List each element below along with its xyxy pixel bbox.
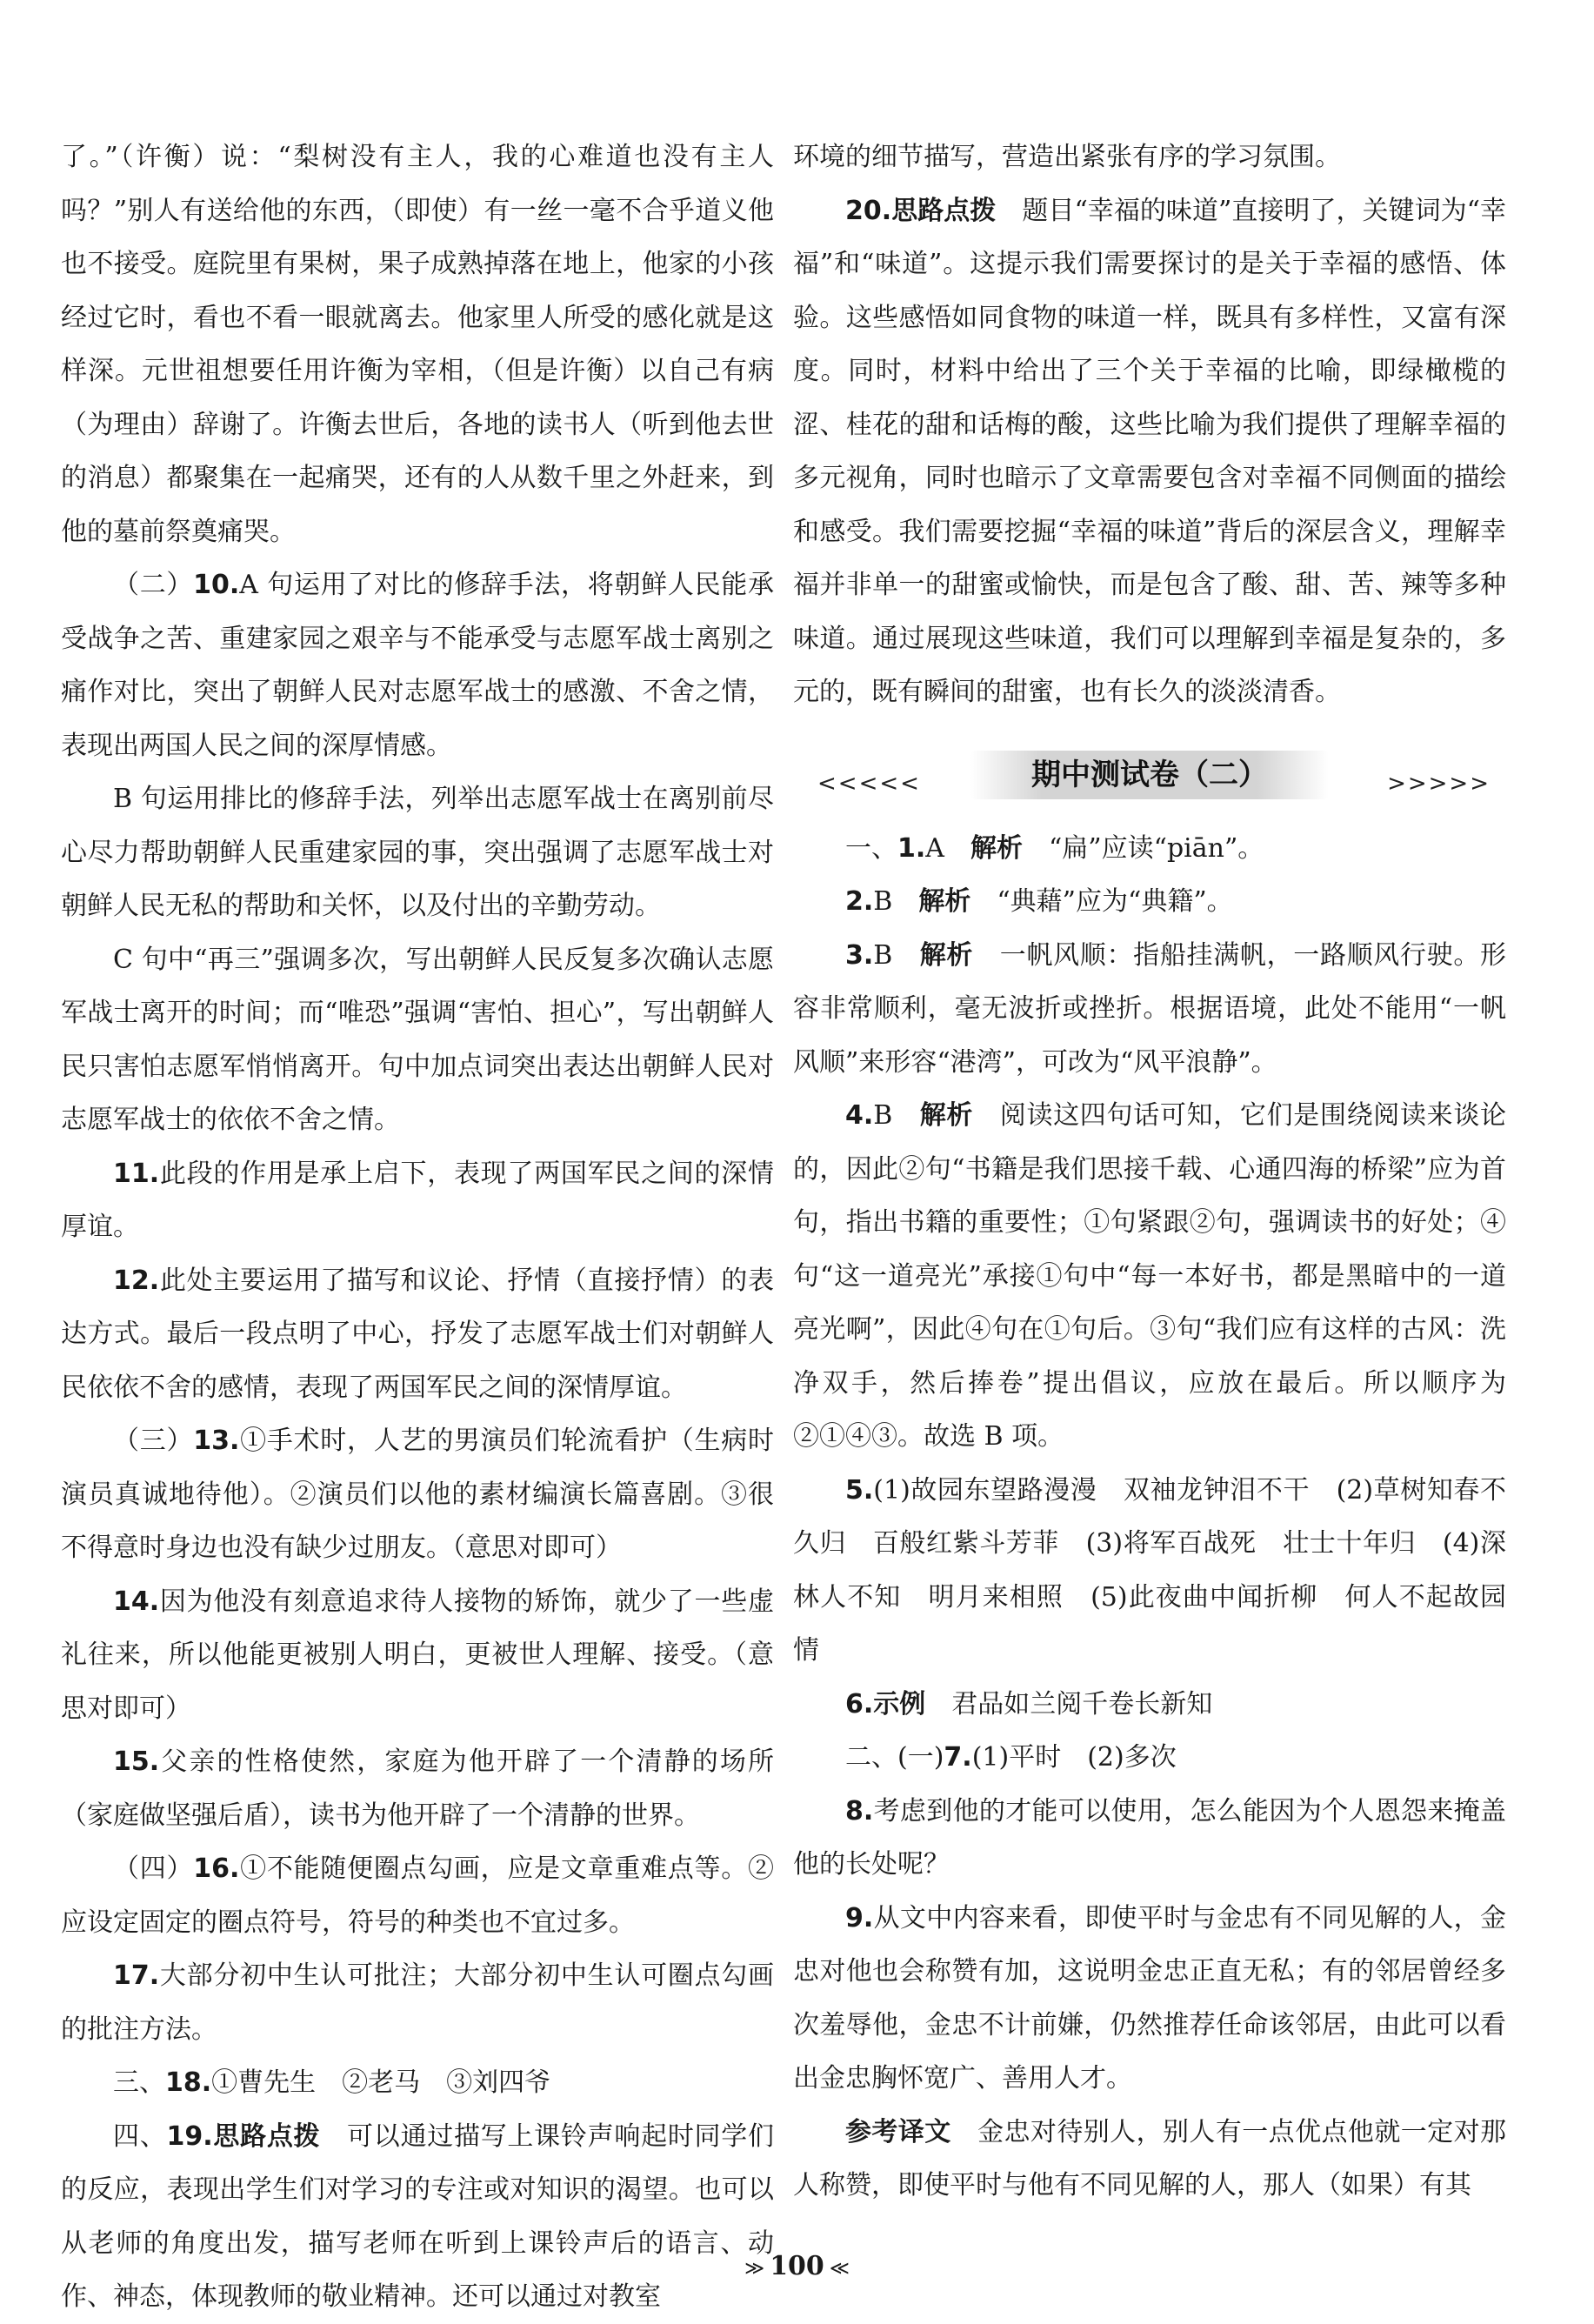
- answer-11: 11.此段的作用是承上启下，表现了两国军民之间的深情厚谊。: [61, 1158, 774, 1242]
- section-title: 期中测试卷（二）: [970, 751, 1329, 799]
- translation-paragraph: 了。”（许衡）说：“梨树没有主人，我的心难道也没有主人吗？”别人有送给他的东西，（即使）有一丝一毫不合乎道义他也不接受。庭院里有果树，果子成熟掉落在地上，他家的小孩经过它时，看也不看一眼就离去。他家里人所受的感化就是这样深。元世祖想要任用许衡为宰相，（但是许衡）以自己有病（为理由）辞谢了。许衡去世后，各地的读书人（听到他去世的消息）都聚集在一起痛哭，还有的人从数千里之外赶来，到他的墓前祭奠痛哭。: [61, 142, 774, 547]
- reference-translation: 参考译文 金忠对待别人，别人有一点优点他就一定对那人称赞，即使平时与他有不同见解的人，那人（如果）有其: [793, 2116, 1507, 2200]
- answer-10-c: C 句中“再三”强调多次，写出朝鲜人民反复多次确认志愿军战士离开的时间；而“唯恐”强调“害怕、担心”，写出朝鲜人民只害怕志愿军悄悄离开。句中加点词突出表达出朝鲜人民对志愿军战士的依依不舍之情。: [61, 944, 774, 1135]
- page-number: 100: [770, 2251, 824, 2281]
- answer-1: 一、1.A 解析 “扁”应读“piān”。: [845, 832, 1264, 864]
- answer-12: 12.此处主要运用了描写和议论、抒情（直接抒情）的表达方式。最后一段点明了中心，抒发了志愿军战士们对朝鲜人民依依不舍的感情，表现了两国军民之间的深情厚谊。: [61, 1265, 774, 1403]
- answer-15: 15.父亲的性格使然，家庭为他开辟了一个清静的场所（家庭做坚强后盾），读书为他开辟了一个清静的世界。: [61, 1746, 774, 1831]
- double-chevron-left-icon: ≪: [829, 2258, 850, 2280]
- answer-2: 2.B 解析 “典藉”应为“典籍”。: [845, 886, 1233, 917]
- answer-10-b: B 句运用排比的修辞手法，列举出志愿军战士在离别前尽心尽力帮助朝鲜人民重建家园的事，突出强调了志愿军战士对朝鲜人民无私的帮助和关怀，以及付出的辛勤劳动。: [61, 784, 774, 921]
- section-heading: [793, 751, 1506, 799]
- answer-18: 三、18.①曹先生 ②老马 ③刘四爷: [113, 2067, 551, 2098]
- answer-4: 4.B 解析 阅读这四句话可知，它们是围绕阅读来谈论的，因此②句“书籍是我们思接千载、心通四海的桥梁”应为首句，指出书籍的重要性；①句紧跟②句，强调读书的好处；④句“这一道亮光”承接①句中“每一本好书，都是黑暗中的一道亮光啊”，因此④句在①句后。③句“我们应有这样的古风：洗净双手，然后捧卷”提出倡议，应放在最后。所以顺序为②①④③。故选 B 项。: [793, 1100, 1507, 1452]
- answer-5: 5.(1)故园东望路漫漫 双袖龙钟泪不干 (2)草树知春不久归 百般红紫斗芳菲 (3)将军百战死 壮士十年归 (4)深林人不知 明月来相照 (5)此夜曲中闻折柳 何人不起故园情: [793, 1474, 1506, 1666]
- answer-19: 四、19.思路点拨 可以通过描写上课铃声响起时同学们的反应，表现出学生们对学习的专注或对知识的渴望。也可以从老师的角度出发，描写老师在听到上课铃声后的语言、动作、神态，体现教师的敬业精神。还可以通过对教室: [61, 2120, 775, 2312]
- page-footer: [0, 2251, 1594, 2281]
- right-column: [793, 130, 1506, 2213]
- answer-10: （二）10.A 句运用了对比的修辞手法，将朝鲜人民能承受战争之苦、重建家园之艰辛与不能承受与志愿军战士离别之痛作对比，突出了朝鲜人民对志愿军战士的感激、不舍之情，表现出两国人民之间的深厚情感。: [61, 570, 775, 761]
- left-arrows-decoration: <<<<<: [817, 770, 921, 797]
- answer-7: 二、(一)7.(1)平时 (2)多次: [845, 1742, 1177, 1773]
- answer-17: 17.大部分初中生认可批注；大部分初中生认可圈点勾画的批注方法。: [61, 1960, 774, 2045]
- double-chevron-right-icon: ≫: [744, 2258, 765, 2280]
- answer-19-continued: 环境的细节描写，营造出紧张有序的学习氛围。: [793, 142, 1341, 172]
- answer-6: 6.示例 君品如兰阅千卷长新知: [845, 1688, 1213, 1720]
- answer-13: （三）13.①手术时，人艺的男演员们轮流看护（生病时演员真诚地待他）。②演员们以他的素材编演长篇喜剧。③很不得意时身边也没有缺少过朋友。（意思对即可）: [61, 1426, 775, 1563]
- answer-20: 20.思路点拨 题目“幸福的味道”直接明了，关键词为“幸福”和“味道”。这提示我们需要探讨的是关于幸福的感悟、体验。这些感悟如同食物的味道一样，既具有多样性，又富有深度。同时，材料中给出了三个关于幸福的比喻，即绿橄榄的涩、桂花的甜和话梅的酸，这些比喻为我们提供了理解幸福的多元视角，同时也暗示了文章需要包含对幸福不同侧面的描绘和感受。我们需要挖掘“幸福的味道”背后的深层含义，理解幸福并非单一的甜蜜或愉快，而是包含了酸、甜、苦、辣等多种味道。通过展现这些味道，我们可以理解到幸福是复杂的，多元的，既有瞬间的甜蜜，也有长久的淡淡清香。: [793, 195, 1507, 707]
- answer-8: 8.考虑到他的才能可以使用，怎么能因为个人恩怨来掩盖他的长处呢？: [793, 1795, 1506, 1880]
- answer-3: 3.B 解析 一帆风顺：指船挂满帆，一路顺风行驶。形容非常顺利，毫无波折或挫折。根据语境，此处不能用“一帆风顺”来形容“港湾”，可改为“风平浪静”。: [793, 939, 1507, 1078]
- answer-9: 9.从文中内容来看，即使平时与金忠有不同见解的人，金忠对他也会称赞有加，这说明金忠正直无私；有的邻居曾经多次羞辱他，金忠不计前嫌，仍然推荐任命该邻居，由此可以看出金忠胸怀宽广、善用人才。: [793, 1902, 1506, 2094]
- right-arrows-decoration: >>>>>: [1387, 770, 1491, 797]
- answer-16: （四）16.①不能随便圈点勾画，应是文章重难点等。②应设定固定的圈点符号，符号的种类也不宜过多。: [61, 1853, 775, 1938]
- answer-14: 14.因为他没有刻意追求待人接物的矫饰，就少了一些虚礼往来，所以他能更被别人明白，更被世人理解、接受。（意思对即可）: [61, 1586, 774, 1724]
- left-column: [61, 130, 774, 2324]
